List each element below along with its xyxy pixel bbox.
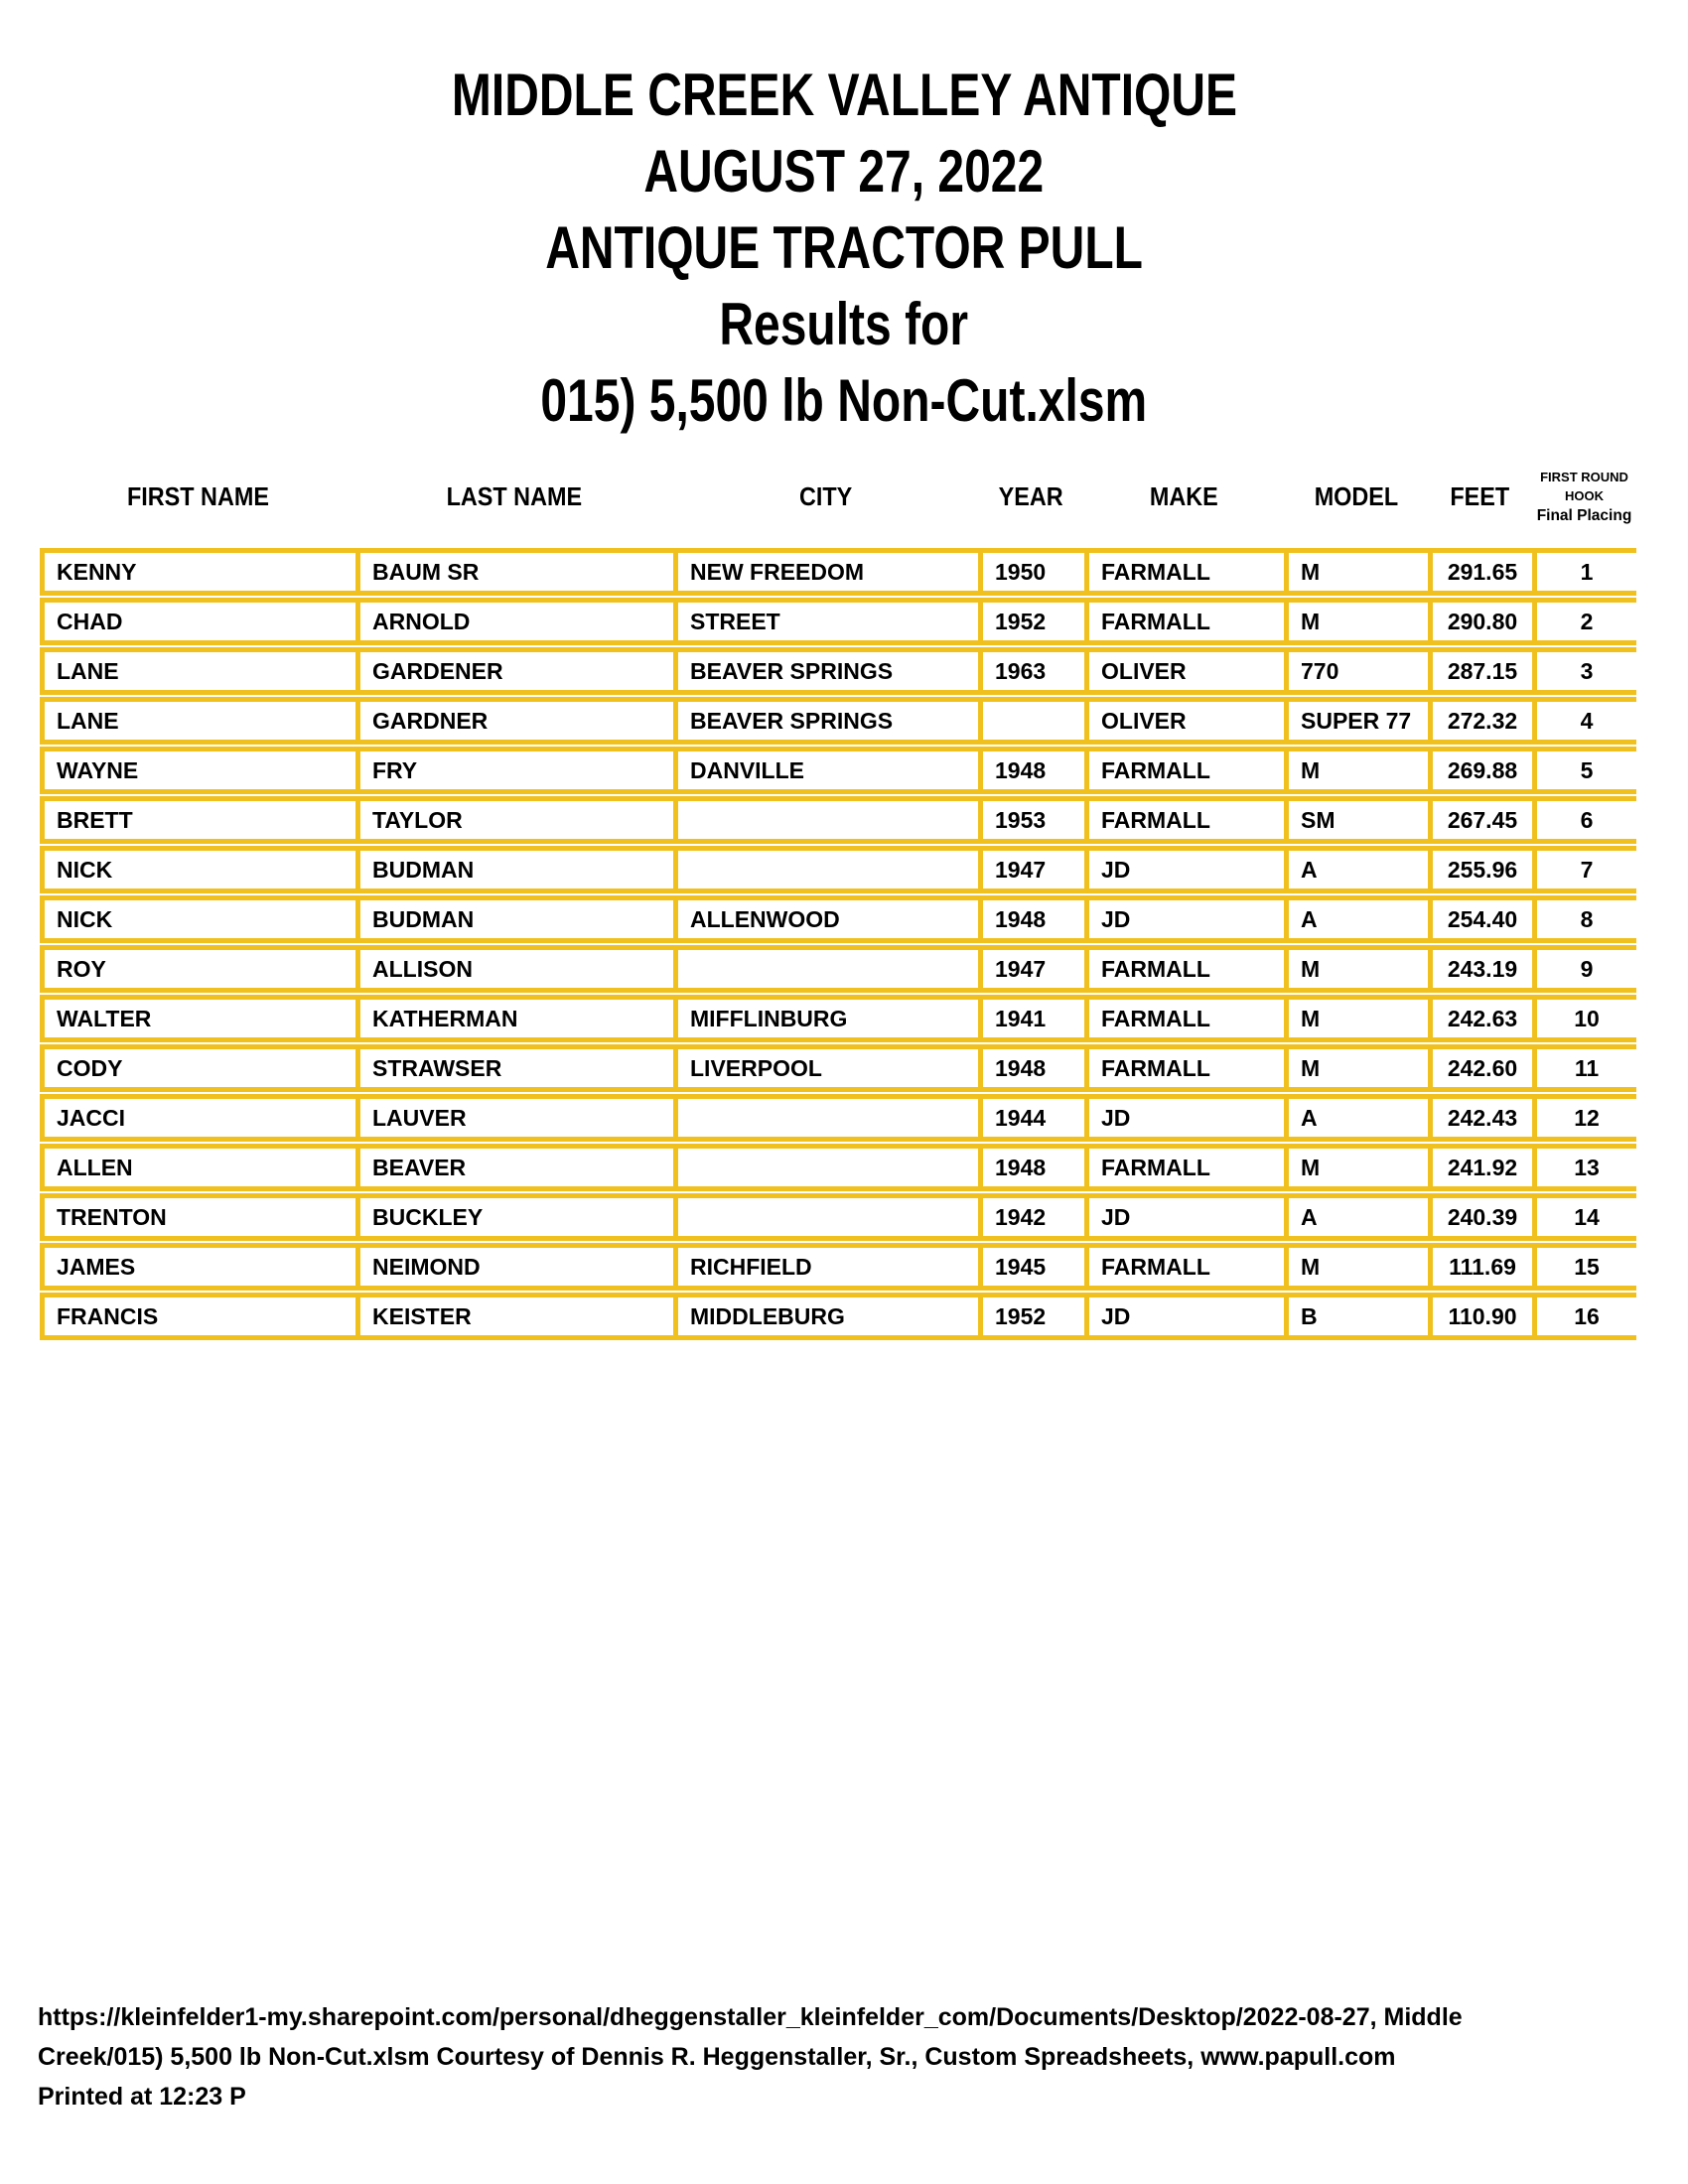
cell-year: 1941: [978, 995, 1084, 1042]
cell-make: JD: [1084, 846, 1284, 893]
cell-last-name: BEAVER: [355, 1144, 673, 1191]
cell-placing: 6: [1532, 796, 1636, 844]
footer-printed-at: Printed at 12:23 P: [38, 2083, 246, 2111]
cell-first-name: KENNY: [40, 548, 355, 596]
cell-feet: 254.40: [1428, 895, 1532, 943]
cell-last-name: KATHERMAN: [355, 995, 673, 1042]
cell-placing: 15: [1532, 1243, 1636, 1291]
cell-year: 1947: [978, 846, 1084, 893]
cell-model: M: [1284, 945, 1428, 993]
cell-city: BEAVER SPRINGS: [673, 697, 978, 745]
cell-model: M: [1284, 995, 1428, 1042]
cell-first-name: ROY: [40, 945, 355, 993]
cell-model: SUPER 77: [1284, 697, 1428, 745]
cell-last-name: GARDNER: [355, 697, 673, 745]
cell-first-name: NICK: [40, 846, 355, 893]
cell-placing: 5: [1532, 747, 1636, 794]
cell-last-name: BUDMAN: [355, 895, 673, 943]
cell-last-name: BUDMAN: [355, 846, 673, 893]
cell-feet: 242.43: [1428, 1094, 1532, 1142]
cell-first-name: CHAD: [40, 598, 355, 645]
cell-placing: 1: [1532, 548, 1636, 596]
cell-model: 770: [1284, 647, 1428, 695]
cell-model: A: [1284, 1094, 1428, 1142]
cell-first-name: JAMES: [40, 1243, 355, 1291]
cell-placing: 3: [1532, 647, 1636, 695]
column-header-first-name: FIRST NAME: [126, 480, 269, 511]
table-row: [40, 1044, 1636, 1092]
cell-model: B: [1284, 1293, 1428, 1340]
table-row: [40, 995, 1636, 1042]
cell-first-name: FRANCIS: [40, 1293, 355, 1340]
table-row: [40, 548, 1636, 596]
cell-feet: 290.80: [1428, 598, 1532, 645]
cell-last-name: ARNOLD: [355, 598, 673, 645]
cell-make: FARMALL: [1084, 747, 1284, 794]
hook-header-line2: HOOK: [1565, 487, 1604, 503]
cell-city: [673, 846, 978, 893]
column-header-hook-placing: [1532, 468, 1636, 526]
cell-last-name: LAUVER: [355, 1094, 673, 1142]
hook-header-line3: Final Placing: [1536, 506, 1632, 524]
cell-first-name: LANE: [40, 697, 355, 745]
cell-last-name: KEISTER: [355, 1293, 673, 1340]
cell-placing: 8: [1532, 895, 1636, 943]
cell-make: FARMALL: [1084, 548, 1284, 596]
cell-year: [978, 697, 1084, 745]
column-header-city: CITY: [798, 480, 853, 511]
cell-last-name: BUCKLEY: [355, 1193, 673, 1241]
cell-placing: 2: [1532, 598, 1636, 645]
cell-first-name: WALTER: [40, 995, 355, 1042]
column-header-make: MAKE: [1150, 480, 1218, 511]
cell-make: JD: [1084, 895, 1284, 943]
cell-city: [673, 1144, 978, 1191]
table-row: [40, 647, 1636, 695]
event-date: AUGUST 27, 2022: [643, 138, 1045, 205]
table-row: [40, 1094, 1636, 1142]
cell-model: M: [1284, 548, 1428, 596]
cell-last-name: GARDENER: [355, 647, 673, 695]
cell-first-name: NICK: [40, 895, 355, 943]
cell-make: FARMALL: [1084, 945, 1284, 993]
table-row: [40, 895, 1636, 943]
cell-model: M: [1284, 747, 1428, 794]
cell-city: [673, 796, 978, 844]
cell-first-name: ALLEN: [40, 1144, 355, 1191]
cell-model: SM: [1284, 796, 1428, 844]
results-table: [40, 546, 1636, 1342]
cell-last-name: FRY: [355, 747, 673, 794]
cell-first-name: WAYNE: [40, 747, 355, 794]
cell-make: FARMALL: [1084, 1044, 1284, 1092]
cell-placing: 14: [1532, 1193, 1636, 1241]
footer: [38, 1997, 1646, 2116]
column-header-model: MODEL: [1314, 480, 1398, 511]
title-block: [0, 57, 1688, 439]
cell-city: [673, 1094, 978, 1142]
cell-make: FARMALL: [1084, 995, 1284, 1042]
cell-make: OLIVER: [1084, 647, 1284, 695]
cell-first-name: LANE: [40, 647, 355, 695]
cell-city: [673, 1193, 978, 1241]
table-row: [40, 1193, 1636, 1241]
cell-last-name: TAYLOR: [355, 796, 673, 844]
cell-feet: 255.96: [1428, 846, 1532, 893]
cell-make: FARMALL: [1084, 1144, 1284, 1191]
cell-city: LIVERPOOL: [673, 1044, 978, 1092]
cell-city: [673, 945, 978, 993]
cell-placing: 11: [1532, 1044, 1636, 1092]
table-row: [40, 697, 1636, 745]
cell-year: 1952: [978, 1293, 1084, 1340]
table-row: [40, 598, 1636, 645]
cell-first-name: CODY: [40, 1044, 355, 1092]
cell-city: MIFFLINBURG: [673, 995, 978, 1042]
table-row: [40, 1293, 1636, 1340]
cell-placing: 7: [1532, 846, 1636, 893]
cell-make: JD: [1084, 1293, 1284, 1340]
cell-model: M: [1284, 1044, 1428, 1092]
cell-first-name: BRETT: [40, 796, 355, 844]
cell-feet: 240.39: [1428, 1193, 1532, 1241]
cell-make: FARMALL: [1084, 1243, 1284, 1291]
cell-placing: 16: [1532, 1293, 1636, 1340]
cell-make: JD: [1084, 1094, 1284, 1142]
cell-feet: 291.65: [1428, 548, 1532, 596]
cell-city: STREET: [673, 598, 978, 645]
footer-url-line: https://kleinfelder1-my.sharepoint.com/personal/dheggenstaller_kleinfelder_com/Documents/Desktop/2022-08-27, Middle: [38, 2003, 1463, 2031]
cell-city: DANVILLE: [673, 747, 978, 794]
class-file-name: 015) 5,500 lb Non-Cut.xlsm: [540, 367, 1148, 434]
cell-year: 1948: [978, 747, 1084, 794]
hook-header-line1: FIRST ROUND: [1540, 469, 1628, 484]
column-header-year: YEAR: [998, 480, 1064, 511]
cell-city: MIDDLEBURG: [673, 1293, 978, 1340]
cell-first-name: JACCI: [40, 1094, 355, 1142]
table-row: [40, 796, 1636, 844]
cell-first-name: TRENTON: [40, 1193, 355, 1241]
column-header-last-name: LAST NAME: [446, 480, 583, 511]
cell-placing: 13: [1532, 1144, 1636, 1191]
cell-year: 1963: [978, 647, 1084, 695]
cell-feet: 111.69: [1428, 1243, 1532, 1291]
column-header-feet: FEET: [1450, 480, 1510, 511]
cell-placing: 4: [1532, 697, 1636, 745]
cell-last-name: BAUM SR: [355, 548, 673, 596]
cell-model: A: [1284, 895, 1428, 943]
cell-make: FARMALL: [1084, 598, 1284, 645]
cell-feet: 267.45: [1428, 796, 1532, 844]
event-name: ANTIQUE TRACTOR PULL: [545, 214, 1143, 281]
page-title: MIDDLE CREEK VALLEY ANTIQUE: [451, 62, 1237, 128]
cell-make: FARMALL: [1084, 796, 1284, 844]
results-table-container: [40, 546, 1636, 1342]
cell-model: M: [1284, 1144, 1428, 1191]
cell-placing: 9: [1532, 945, 1636, 993]
cell-model: M: [1284, 1243, 1428, 1291]
cell-feet: 110.90: [1428, 1293, 1532, 1340]
cell-feet: 287.15: [1428, 647, 1532, 695]
table-row: [40, 846, 1636, 893]
cell-city: RICHFIELD: [673, 1243, 978, 1291]
cell-year: 1948: [978, 1044, 1084, 1092]
cell-last-name: STRAWSER: [355, 1044, 673, 1092]
cell-year: 1952: [978, 598, 1084, 645]
cell-feet: 242.60: [1428, 1044, 1532, 1092]
cell-last-name: NEIMOND: [355, 1243, 673, 1291]
cell-year: 1945: [978, 1243, 1084, 1291]
cell-model: M: [1284, 598, 1428, 645]
table-row: [40, 1243, 1636, 1291]
cell-make: OLIVER: [1084, 697, 1284, 745]
cell-feet: 243.19: [1428, 945, 1532, 993]
table-row: [40, 1144, 1636, 1191]
cell-city: ALLENWOOD: [673, 895, 978, 943]
cell-year: 1950: [978, 548, 1084, 596]
cell-city: BEAVER SPRINGS: [673, 647, 978, 695]
cell-feet: 242.63: [1428, 995, 1532, 1042]
cell-placing: 10: [1532, 995, 1636, 1042]
table-row: [40, 945, 1636, 993]
cell-year: 1953: [978, 796, 1084, 844]
cell-model: A: [1284, 846, 1428, 893]
cell-make: JD: [1084, 1193, 1284, 1241]
cell-placing: 12: [1532, 1094, 1636, 1142]
cell-city: NEW FREEDOM: [673, 548, 978, 596]
footer-courtesy-line: Creek/015) 5,500 lb Non-Cut.xlsm Courtesy of Dennis R. Heggenstaller, Sr., Custom Spreadsheets, www.papull.com: [38, 2043, 1396, 2071]
cell-year: 1948: [978, 1144, 1084, 1191]
results-for-label: Results for: [719, 291, 969, 357]
cell-model: A: [1284, 1193, 1428, 1241]
cell-year: 1947: [978, 945, 1084, 993]
cell-year: 1944: [978, 1094, 1084, 1142]
table-row: [40, 747, 1636, 794]
table-header-row: [40, 462, 1636, 531]
cell-feet: 241.92: [1428, 1144, 1532, 1191]
cell-year: 1942: [978, 1193, 1084, 1241]
cell-feet: 272.32: [1428, 697, 1532, 745]
cell-feet: 269.88: [1428, 747, 1532, 794]
cell-year: 1948: [978, 895, 1084, 943]
cell-last-name: ALLISON: [355, 945, 673, 993]
